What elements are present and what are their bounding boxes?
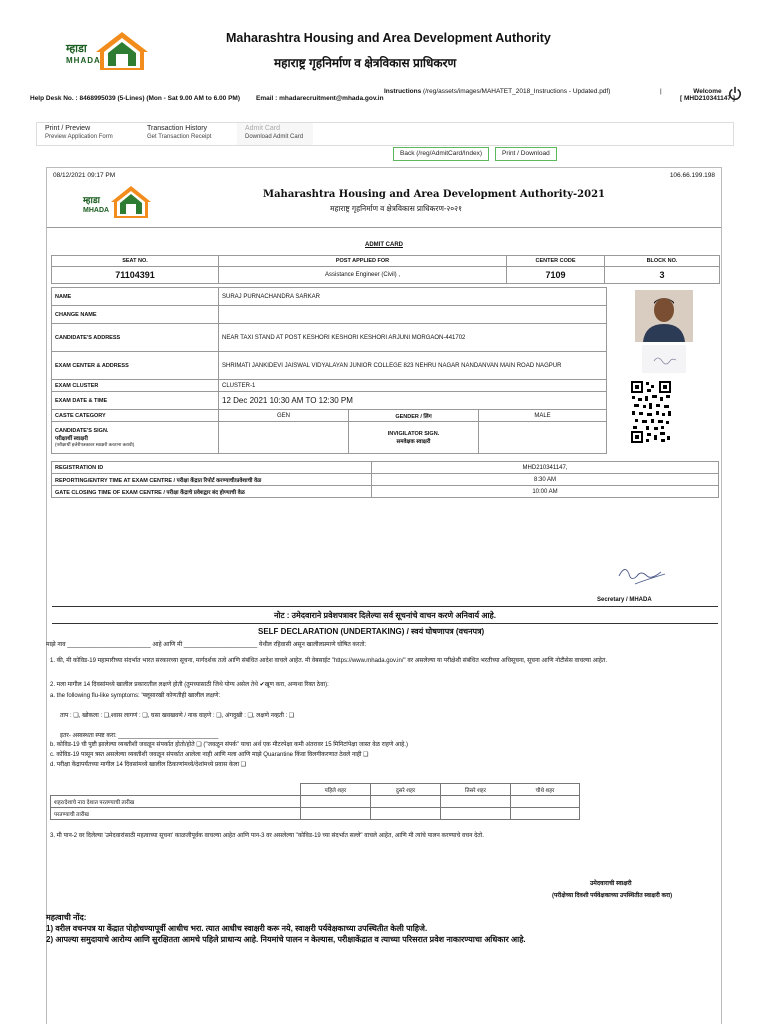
candidate-photo (635, 290, 693, 342)
exam-datetime-label: EXAM DATE & TIME (52, 392, 219, 410)
center-code: 7109 (507, 267, 605, 284)
candidate-sign-cell: CANDIDATE'S SIGN. परीक्षार्थी स्वाक्षरी (परीक्षार्थी हजेरीपत्रकावर स्वाक्षरी करताना करावी) (52, 422, 219, 454)
separator: | (660, 88, 662, 95)
important-note-2: 2) आपल्या समुदायाचे आरोग्य आणि सुरक्षितता आमचे पहिले प्राधान्य आहे. नियमांचे पालन न केल्यास, परीक्षाकेंद्रात व त्याच्या परिसरात प्रवेश नाकारण्याचा अधिकार आहे. (46, 935, 526, 944)
invigilator-sign-box (479, 422, 607, 454)
declaration-point-2: 2. मला मागील 14 दिवसांमध्ये खालील प्रकारातील लक्षणे होती (तुमच्यासाठी जिथे योग्य असेल तेथे ✔खूण करा, अन्यथा रिक्त ठेवा): (50, 682, 329, 688)
back-button[interactable]: Back (/reg/AdmitCard/Index) (393, 147, 489, 161)
exam-center-address: SHRIMATI JANKIDEVI JAISWAL VIDYALAYAN JUNIOR COLLEGE 823 NEHRU NAGAR NANDANVAN MAIN ROAD NAGPUR (219, 352, 607, 380)
candidate-name: SURAJ PURNACHANDRA SARKAR (219, 288, 607, 306)
divider (47, 227, 721, 228)
reg-id-label: REGISTRATION ID (52, 462, 372, 474)
seat-table (51, 255, 720, 284)
city-3-header: तिसरे शहर (441, 784, 511, 796)
entry-time-label: REPORTING/ENTRY TIME AT EXAM CENTRE / परीक्षा केंद्रात रिपोर्ट करण्याची/प्रवेशाची वेळ (52, 474, 372, 486)
important-notes (46, 912, 526, 945)
signature-icon (642, 345, 686, 373)
person-photo-icon (635, 290, 693, 342)
declaration-intro: माझे नाव _________________________ आहे आणि मी ______________________ येथील रहिवासी असून खालीलप्रमाणे घोषित करतो: (46, 642, 367, 648)
caste-label: CASTE CATEGORY (52, 410, 219, 422)
exam-center-label: EXAM CENTER & ADDRESS (52, 352, 219, 380)
change-name-value (219, 306, 607, 324)
declaration-point-2b: b. कोविड-19 ची पुष्टी झालेल्या व्यक्तीशी जवळून संपर्कात होतो/होते ❑ ("जवळून संपर्क" याचा अर्थ एक मीटरपेक्षा कमी अंतरावर 15 मिनिटांपेक्षा जास्त वेळ राहणे आहे.) (50, 742, 408, 748)
candidate-signature-note: (परीक्षेच्या दिवशी पर्यवेक्षकाच्या उपस्थितीत स्वाक्षरी करा) (552, 893, 673, 899)
entry-time: 8:30 AM (372, 474, 719, 486)
registration-id: MHD210341147, (372, 462, 719, 474)
name-label: NAME (52, 288, 219, 306)
instructions-link[interactable]: Instructions (/reg/assets/images/MAHATET_2018_Instructions - Updated.pdf) (384, 88, 611, 95)
card-logo: म्हाडा MHADA (83, 184, 153, 222)
travel-row-label: शहर/देशाचे नाव देशात परतण्याची तारीख (51, 796, 301, 808)
center-header: CENTER CODE (507, 256, 605, 267)
step-admit-card[interactable]: Admit Card Download Admit Card (237, 123, 313, 145)
ip-address: 106.66.199.198 (669, 172, 715, 179)
gender-value: MALE (479, 410, 607, 422)
registration-table (51, 461, 719, 498)
secretary-signature-icon (615, 562, 677, 594)
secretary-label: Secretary / MHADA (597, 597, 652, 603)
travel-table (50, 783, 580, 820)
city-1-header: पहिले शहर (301, 784, 371, 796)
card-title-marathi: महाराष्ट्र गृहनिर्माण व क्षेत्रविकास प्राधिकरण-२०२१ (330, 204, 462, 213)
block-number: 3 (605, 267, 720, 284)
admit-card-heading: ADMIT CARD (365, 242, 403, 248)
seat-header: SEAT NO. (52, 256, 219, 267)
address-label: CANDIDATE'S ADDRESS (52, 324, 219, 352)
email-info: Email : mhadarecruitment@mhada.gov.in (256, 95, 384, 102)
declaration-point-2a: a. the following flu-like symptoms: 'फ्लूसारखी कोणतीही खालील लक्षणे: (50, 693, 221, 699)
declaration-point-2c: c. कोविड-19 पासून त्रस्त असलेल्या व्यक्तीशी जवळून संपर्कात आलेला नाही आणि मला आणि माझे Quarantine किंवा विलगीकरणात ठेवले नाही ❑ (50, 752, 369, 758)
exam-cluster: CLUSTER-1 (219, 380, 607, 392)
org-title-marathi: महाराष्ट्र गृहनिर्माण व क्षेत्रविकास प्राधिकरण (274, 56, 457, 70)
step-print-preview[interactable]: Print / Preview Preview Application Form (45, 125, 113, 140)
logo-text: म्हाडा MHADA (66, 43, 101, 65)
step-transaction-history[interactable]: Transaction History Get Transaction Receipt (147, 125, 212, 140)
card-title: Maharashtra Housing and Area Development Authority-2021 (263, 189, 605, 200)
candidate-sign-box (219, 422, 349, 454)
user-id: [ MHD210341147 ] (680, 95, 735, 102)
print-download-button[interactable]: Print / Download (495, 147, 557, 161)
welcome-user: | Welcome [ MHD210341147 ] (660, 88, 735, 102)
step-navigation (36, 122, 734, 146)
important-title: महत्वाची नोंद: (46, 913, 87, 922)
travel-row-label: परतण्याची तारीख (51, 808, 301, 820)
self-declaration-title: SELF DECLARATION (UNDERTAKING) / स्वयं घोषणापत्र (वचनपत्र) (258, 627, 485, 636)
change-name-label: CHANGE NAME (52, 306, 219, 324)
gate-closing-label: GATE CLOSING TIME OF EXAM CENTRE / परीक्षा केंद्राचे प्रवेशद्वार बंद होण्याची वेळ (52, 486, 372, 498)
post-header: POST APPLIED FOR (219, 256, 507, 267)
other-symptoms: इतर- अस्वस्थता स्पष्ट करा: ______________________________ (60, 733, 219, 739)
invigilator-sign-label: INVIGILATOR SIGN. समवेक्षक स्वाक्षरी (349, 422, 479, 454)
declaration-point-3: 3. मी पान-2 वर दिलेल्या 'उमेदवारांसाठी महत्वाच्या सूचना' काळजीपूर्वक वाचल्या आहेत आणि पान-3 वर असलेल्या "कोविड-19 च्या संदर्भात सल्ले" वाचले आहेत, आणि मी त्यांचे पालन करण्याचे वचन देतो. (50, 833, 484, 839)
org-title: Maharashtra Housing and Area Development Authority (226, 31, 551, 45)
block-header: BLOCK NO. (605, 256, 720, 267)
important-note-1: 1) वरील वचनपत्र या केंद्रात पोहोचण्यापूर्वी आधीच भरा. त्यात आधीच स्वाक्षरी करू नये, स्वाक्षरी पर्यवेक्षकाच्या उपस्थितीत केली पाहिजे. (46, 924, 428, 933)
declaration-point-1: 1. की, मी कोविड-19 महामारीच्या संदर्भात भारत सरकारच्या सूचना, मार्गदर्शक तत्वे आणि संबंधित आदेश वाचले आहेत. मी वेबसाईट "https://www.mhada.gov.in/" वर असलेल्या या परीक्षेशी संबंधित भरतीच्या अधिसूचना, सूचना आणि नोटीसेस वाचल्या आहेत. (50, 658, 607, 664)
declaration-point-2d: d. परीक्षा केंद्रापर्यंतच्या मागील 14 दिवसांमध्ये खालील ठिकाणांमध्ये/देशांमध्ये प्रवास केला ❑ (50, 762, 247, 768)
qr-code-icon (630, 380, 672, 444)
helpdesk-info: Help Desk No. : 8468995039 (5-Lines) (Mon - Sat 9.00 AM to 6.00 PM) (30, 95, 240, 102)
print-datetime: 08/12/2021 09:17 PM (53, 172, 116, 179)
exam-datetime: 12 Dec 2021 10:30 AM TO 12:30 PM (219, 392, 607, 410)
city-4-header: चौथे शहर (511, 784, 580, 796)
caste-category: GEN (219, 410, 349, 422)
symptoms-checklist[interactable]: ताप : ❑, खोकला : ❑,श्वास लागणं : ❑, घसा खवखवणे / नाक वाहणे : ❑, अंगदुखी : ❑, लक्षणे नव्हती : ❑ (60, 713, 295, 719)
gender-label: GENDER / लिंग (349, 410, 479, 422)
gate-closing-time: 10:00 AM (372, 486, 719, 498)
candidate-signature-image (642, 345, 686, 373)
seat-number: 71104391 (52, 267, 219, 284)
candidate-address: NEAR TAXI STAND AT POST KESHORI KESHORI KESHORI ARJUNI MORGAON-441702 (219, 324, 607, 352)
note-banner: नोट : उमेदवाराने प्रवेशपत्रावर दिलेल्या सर्व सूचनांचे वाचन करणे अनिवार्य आहे. (52, 606, 718, 624)
power-logout-icon[interactable] (728, 86, 742, 100)
post-applied: Assistance Engineer (Civil) , (219, 267, 507, 284)
mhada-logo (64, 30, 160, 74)
city-2-header: दुसरे शहर (371, 784, 441, 796)
candidate-signature-title: उमेदवाराची स्वाक्षरी (590, 881, 632, 887)
details-table (51, 287, 607, 454)
cluster-label: EXAM CLUSTER (52, 380, 219, 392)
